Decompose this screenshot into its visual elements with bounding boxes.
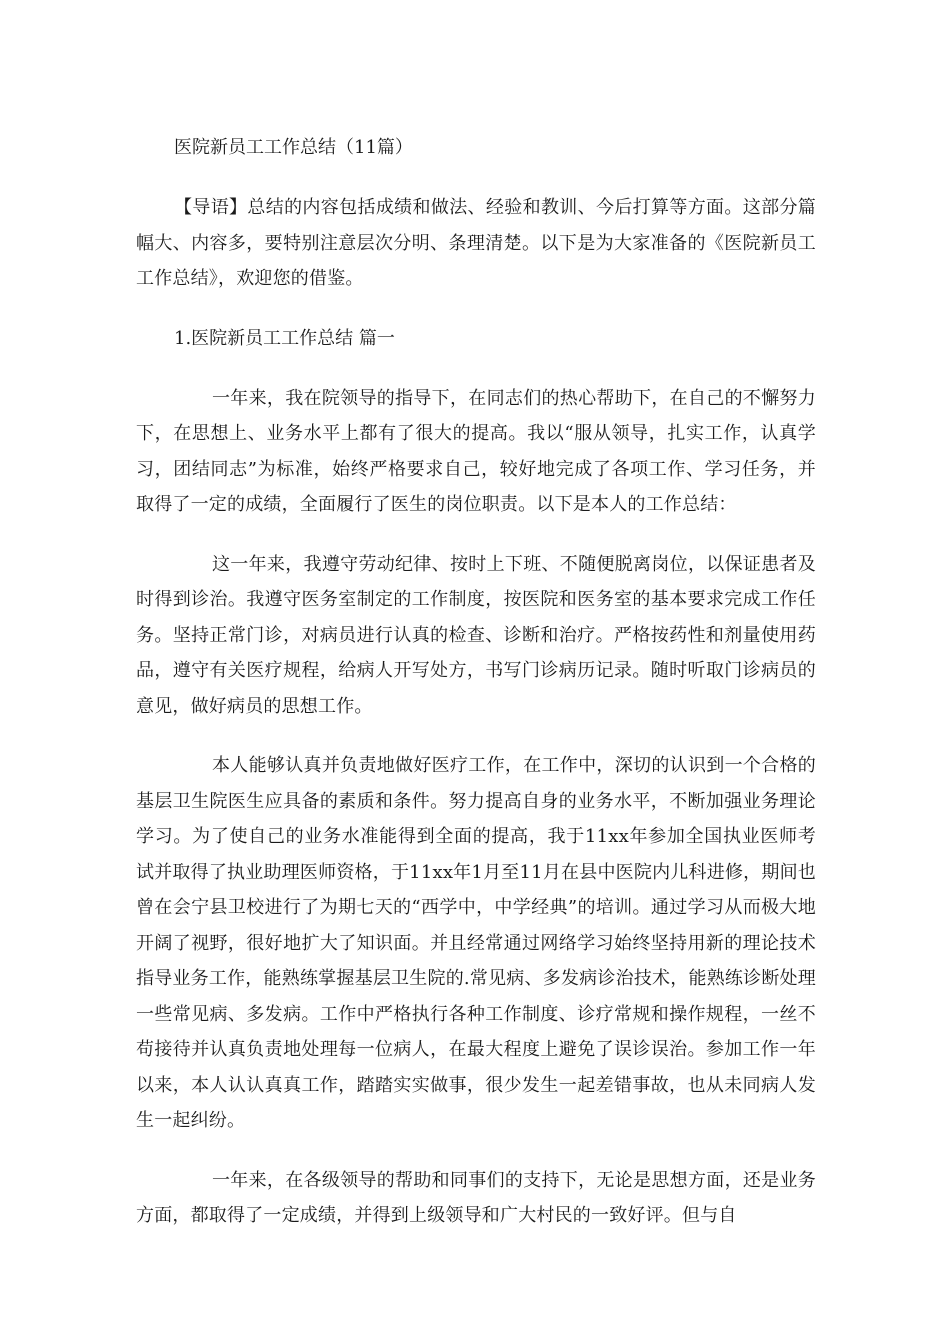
body-paragraph-2: 这一年来，我遵守劳动纪律、按时上下班、不随便脱离岗位，以保证患者及时得到诊治。我遵守医务室制定的工作制度，按医院和医务室的基本要求完成工作任务。坚持正常门诊，对病员进行认真的检查、诊断和治疗。严格按药性和剂量使用药品，遵守有关医疗规程，给病人开写处方，书写门诊病历记录。随时听取门诊病员的意见，做好病员的思想工作。 xyxy=(136,553,816,717)
body-paragraph-4: 一年来，在各级领导的帮助和同事们的支持下，无论是思想方面，还是业务方面，都取得了一定成绩，并得到上级领导和广大村民的一致好评。但与自 xyxy=(136,1169,816,1226)
body-paragraph-1: 一年来，我在院领导的指导下，在同志们的热心帮助下，在自己的不懈努力下，在思想上、业务水平上都有了很大的提高。我以“服从领导，扎实工作，认真学习，团结同志”为标准，始终严格要求自己，较好地完成了各项工作、学习任务，并取得了一定的成绩，全面履行了医生的岗位职责。以下是本人的工作总结： xyxy=(136,387,816,515)
section-heading: 1.医院新员工工作总结 篇一 xyxy=(174,327,395,349)
intro-paragraph: 【导语】总结的内容包括成绩和做法、经验和教训、今后打算等方面。这部分篇幅大、内容多，要特别注意层次分明、条理清楚。以下是为大家准备的《医院新员工工作总结》，欢迎您的借鉴。 xyxy=(136,197,816,289)
document-page xyxy=(136,130,816,1258)
body-paragraph-3: 本人能够认真并负责地做好医疗工作，在工作中，深切的认识到一个合格的基层卫生院医生应具备的素质和条件。努力提高自身的业务水平，不断加强业务理论学习。为了使自己的业务水准能得到全面的提高，我于11xx年参加全国执业医师考试并取得了执业助理医师资格，于11xx年1月至11月在县中医院内儿科进修，期间也曾在会宁县卫校进行了为期七天的“西学中，中学经典”的培训。通过学习从而极大地开阔了视野，很好地扩大了知识面。并且经常通过网络学习始终坚持用新的理论技术指导业务工作，能熟练掌握基层卫生院的.常见病、多发病诊治技术，能熟练诊断处理一些常见病、多发病。工作中严格执行各种工作制度、诊疗常规和操作规程，一丝不苟接待并认真负责地处理每一位病人，在最大程度上避免了误诊误治。参加工作一年以来，本人认认真真工作，踏踏实实做事，很少发生一起差错事故，也从未同病人发生一起纠纷。 xyxy=(136,755,816,1131)
document-title: 医院新员工工作总结（11篇） xyxy=(174,137,413,158)
